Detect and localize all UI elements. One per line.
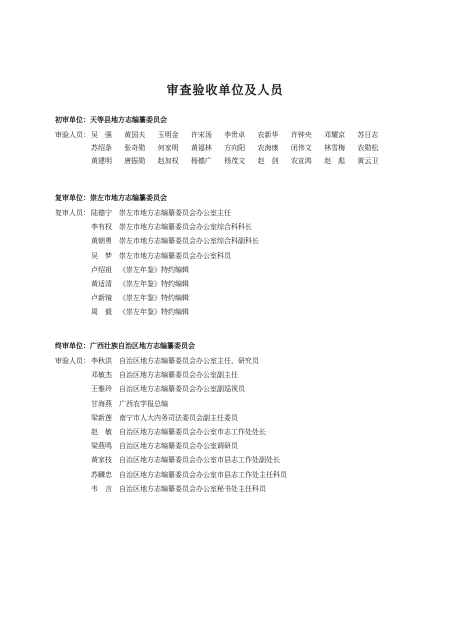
member-name: 陆德宁: [91, 209, 112, 217]
final-member-row: [91, 442, 287, 456]
member-position: 自治区地方志编纂委员会办公室市志工作处处长: [119, 427, 266, 436]
review-personnel-label: 复审人员：: [55, 209, 90, 217]
initial-person-name: 农宣鸿: [290, 157, 312, 165]
initial-person-name: 何家明: [157, 144, 179, 152]
member-name: 梁燕鸣: [91, 442, 112, 451]
review-personnel-list: [91, 209, 259, 323]
initial-person-name: 张奇勋: [124, 144, 146, 152]
final-personnel-label: 审验人员：: [55, 357, 90, 365]
member-name: 吴 梦: [91, 251, 112, 260]
initial-person-name: 方向阳: [224, 144, 246, 152]
member-position: 《崇左年鉴》特约编辑: [119, 294, 189, 303]
review-member-row: [91, 266, 259, 280]
member-name: 王雅玲: [91, 385, 112, 394]
initial-person-name: 杨茂文: [224, 157, 246, 165]
initial-person-name: 苏日志: [357, 131, 379, 139]
member-name: 黄朝勇: [91, 237, 112, 246]
initial-person-name: 林雪梅: [324, 144, 346, 152]
initial-person-name: 苏绍条: [91, 144, 112, 152]
page-title: 审查验收单位及人员: [166, 83, 284, 97]
member-position: 广西农学报总编: [119, 399, 168, 408]
member-name: 苏麟忠: [91, 470, 112, 479]
member-name: 邓敏杰: [91, 371, 112, 380]
final-member-row: [91, 485, 287, 499]
member-position: 自治区地方志编纂委员会办公室主任、研究员: [119, 357, 259, 365]
initial-person-name: 农海康: [257, 144, 279, 152]
initial-personnel-label: 审验人员：: [55, 131, 90, 139]
final-member-row: [91, 357, 287, 371]
review-member-row: [91, 237, 259, 251]
member-position: 自治区地方志编纂委员会办公室市县志工作处主任科员: [119, 470, 287, 479]
initial-person-name: 闭伟文: [290, 144, 312, 152]
member-position: 崇左市地方志编纂委员会办公室综合科科长: [119, 223, 252, 232]
member-position: 自治区地方志编纂委员会办公室副巡视员: [119, 385, 245, 394]
initial-personnel-names: [91, 131, 391, 166]
initial-person-name: 唐振勋: [124, 157, 146, 165]
member-name: 梁新莲: [91, 413, 112, 422]
review-member-row: [91, 308, 259, 322]
member-position: 自治区地方志编纂委员会办公室副主任: [119, 371, 238, 380]
initial-person-name: 赵 剑: [257, 157, 279, 165]
member-position: 自治区地方志编纂委员会办公室秘书处主任科员: [119, 484, 266, 493]
initial-person-name: 李贵卓: [224, 131, 246, 139]
member-position: 崇左市地方志编纂委员会办公室科员: [119, 251, 231, 260]
member-name: 周 毅: [91, 308, 112, 317]
member-name: 赵 敏: [91, 427, 112, 436]
member-name: 卢绍祖: [91, 265, 112, 274]
initial-person-name: 农新华: [257, 131, 279, 139]
initial-person-name: 黄国夫: [124, 131, 146, 139]
member-name: 李有权: [91, 223, 112, 232]
member-name: 黄适清: [91, 279, 112, 288]
initial-person-name: 邓耀京: [324, 131, 346, 139]
member-name: 韦 言: [91, 484, 112, 493]
initial-person-name: 许钟央: [290, 131, 312, 139]
initial-person-name: 黄福林: [190, 144, 212, 152]
member-position: 南宁市人大内务司法委员会副主任委员: [119, 413, 238, 422]
member-position: 《崇左年鉴》特约编辑: [119, 308, 189, 317]
member-position: 自治区地方志编纂委员会办公室调研员: [119, 442, 238, 451]
member-position: 《崇左年鉴》特约编辑: [119, 265, 189, 274]
review-member-row: [91, 280, 259, 294]
initial-person-name: 赵加权: [157, 157, 179, 165]
member-position: 崇左市地方志编纂委员会办公室主任: [119, 209, 231, 217]
initial-person-name: 玉明金: [157, 131, 179, 139]
initial-person-name: 吴 强: [91, 131, 112, 139]
final-member-row: [91, 385, 287, 399]
review-member-row: [91, 223, 259, 237]
review-member-row: [91, 252, 259, 266]
member-position: 崇左市地方志编纂委员会办公室综合科副科长: [119, 237, 259, 246]
initial-unit-heading: 初审单位：天等县地方志编纂委员会: [55, 116, 167, 124]
initial-person-name: 黄云卫: [357, 157, 379, 165]
initial-person-name: 杨德广: [190, 157, 212, 165]
final-member-row: [91, 371, 287, 385]
member-name: 甘海燕: [91, 399, 112, 408]
review-unit-heading: 复审单位：崇左市地方志编纂委员会: [55, 194, 167, 202]
final-member-row: [91, 428, 287, 442]
member-name: 黄家技: [91, 456, 112, 465]
initial-person-name: 农勋松: [357, 144, 379, 152]
final-member-row: [91, 414, 287, 428]
final-personnel-list: [91, 357, 287, 499]
initial-person-name: 黄建明: [91, 157, 112, 165]
review-member-row: [91, 209, 259, 223]
member-position: 自治区地方志编纂委员会办公室市县志工作处副处长: [119, 456, 280, 465]
review-member-row: [91, 294, 259, 308]
member-name: 卢新镜: [91, 294, 112, 303]
member-name: 李秋洪: [91, 357, 112, 365]
final-unit-heading: 终审单位：广西壮族自治区地方志编纂委员会: [55, 342, 195, 350]
member-position: 《崇左年鉴》特约编辑: [119, 279, 189, 288]
final-member-row: [91, 400, 287, 414]
initial-person-name: 赵 彪: [324, 157, 346, 165]
final-member-row: [91, 456, 287, 470]
initial-person-name: 许宋汤: [190, 131, 212, 139]
final-member-row: [91, 471, 287, 485]
